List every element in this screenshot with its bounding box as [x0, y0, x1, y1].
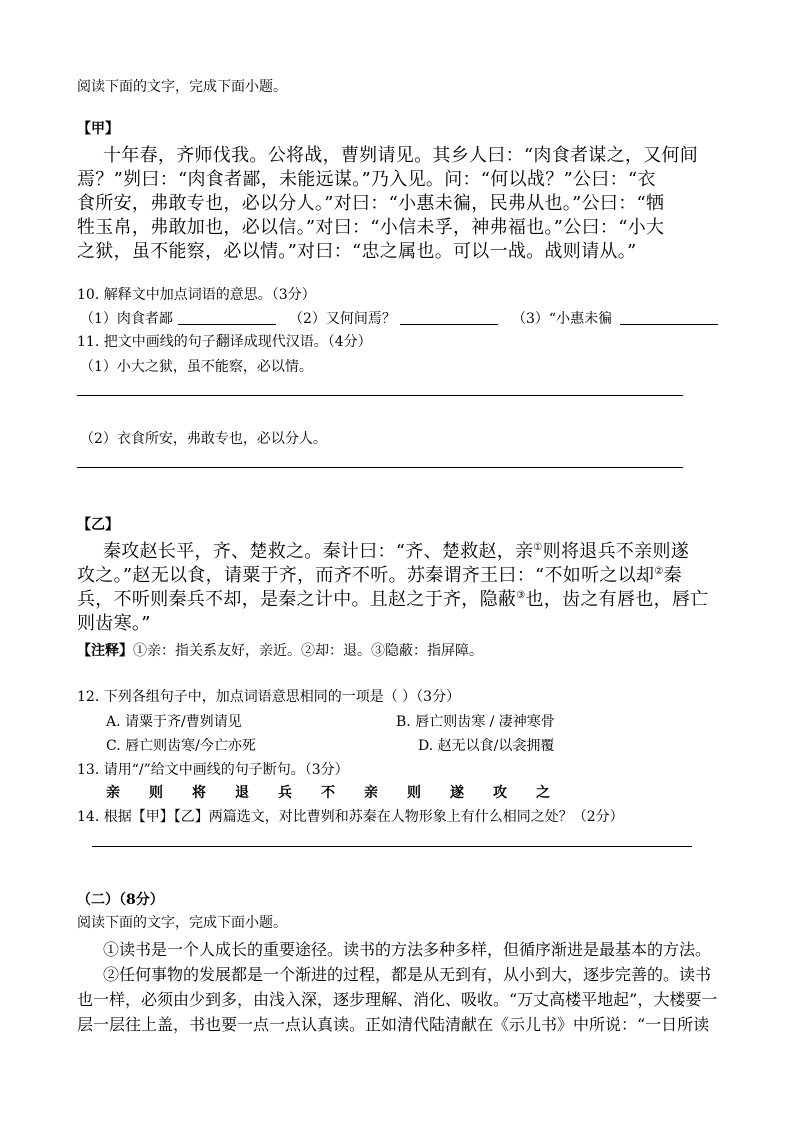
- question-14-stem: 14. 根据【甲】【乙】两篇选文，对比曹刿和苏秦在人物形象上有什么相同之处？（2分）: [77, 809, 624, 825]
- q10-item-2: （2）又何间焉？: [289, 311, 396, 327]
- yi-line: 兵，不听则秦兵不却，是秦之计中。且赵之于齐，隐蔽③也，齿之有唇也，唇亡: [77, 589, 709, 610]
- q11-sentence-2: （2）衣食所安，弗敢专也，必以分人。: [80, 431, 327, 447]
- jia-line: 之狱，虽不能察，必以情。”对曰：“忠之属也。可以一战。战则请从。”: [77, 241, 637, 262]
- q10-item-1: （1）肉食者鄙: [80, 311, 173, 327]
- q11-answer-line-2[interactable]: [77, 467, 683, 468]
- question-13-stem: 13. 请用“/”给文中画线的句子断句。（3分）: [77, 762, 349, 778]
- section-yi-label: 【乙】: [77, 517, 119, 533]
- jia-line: 焉？”刿曰：“肉食者鄙，未能远谋。”乃入见。问：“何以战？”公曰：“衣: [77, 169, 656, 190]
- q12-option-a[interactable]: A. 请粟于齐/曹刿请见: [106, 714, 242, 730]
- q10-answer-blank-2[interactable]: [400, 324, 498, 325]
- yi-line: 秦攻赵长平，齐、楚救之。秦计曰：“齐、楚救赵，亲①则将退兵不亲则遂: [103, 541, 690, 562]
- q13-sentence[interactable]: 亲则将退兵不亲则遂攻之: [106, 785, 579, 801]
- part2-line: ①读书是一个人成长的重要途径。读书的方法多种多样，但循序渐进是最基本的方法。: [103, 940, 712, 959]
- yi-notes: [77, 640, 483, 660]
- notes-text: ①亲：指关系友好，亲近。②却：退。③隐蔽：指屏障。: [133, 643, 483, 659]
- question-11-stem: 11. 把文中画线的句子翻译成现代汉语。（4分）: [77, 334, 372, 350]
- footnote-marker: ①: [533, 542, 543, 553]
- q11-sentence-1: （1）小大之狱，虽不能察，必以情。: [80, 359, 313, 375]
- question-12-stem: 12. 下列各组句子中，加点词语意思相同的一项是（ ）（3分）: [77, 689, 461, 705]
- part2-heading: （二）（8分）: [77, 892, 164, 908]
- part2-line: 也一样，必须由少到多，由浅入深，逐步理解、消化、吸收。“万丈高楼平地起”，大楼要一: [77, 990, 718, 1009]
- q10-answer-blank-1[interactable]: [178, 324, 276, 325]
- part2-line: 层一层往上盖，书也要一点一点认真读。正如清代陆清献在《示儿书》中所说：“一日所读: [77, 1015, 710, 1034]
- q14-answer-line[interactable]: [92, 846, 692, 847]
- jia-line: 食所安，弗敢专也，必以分人。”对曰：“小惠未徧，民弗从也。”公曰：“牺: [77, 193, 665, 214]
- jia-line: 牲玉帛，弗敢加也，必以信。”对曰：“小信未孚，神弗福也。”公曰：“小大: [77, 217, 665, 238]
- section-jia-label: 【甲】: [77, 121, 119, 137]
- part2-line: ②任何事物的发展都是一个渐进的过程，都是从无到有，从小到大，逐步完善的。读书: [103, 965, 712, 984]
- yi-line: 攻之。”赵无以食，请粟于齐，而齐不听。苏秦谓齐王曰：“不如听之以却②秦: [77, 565, 682, 586]
- q12-option-d[interactable]: D. 赵无以食/以衾拥覆: [418, 738, 555, 754]
- q12-option-b[interactable]: B. 唇亡则齿寒 / 凄神寒骨: [396, 714, 555, 730]
- footnote-marker: ②: [654, 566, 664, 577]
- notes-label: 【注释】: [77, 643, 133, 659]
- jia-line: 十年春，齐师伐我。公将战，曹刿请见。其乡人曰：“肉食者谋之，又何间: [103, 145, 699, 166]
- q11-answer-line-1[interactable]: [77, 395, 683, 396]
- yi-line: 则齿寒。”: [77, 613, 151, 634]
- question-10-stem: 10. 解释文中加点词语的意思。（3分）: [77, 287, 316, 303]
- intro-line: 阅读下面的文字，完成下面小题。: [77, 79, 287, 95]
- part2-intro: 阅读下面的文字，完成下面小题。: [77, 915, 287, 931]
- footnote-marker: ③: [516, 590, 526, 601]
- q12-option-c[interactable]: C. 唇亡则齿寒/今亡亦死: [106, 738, 256, 754]
- q10-answer-blank-3[interactable]: [620, 324, 718, 325]
- q10-item-3: （3）“小惠未徧: [512, 311, 613, 327]
